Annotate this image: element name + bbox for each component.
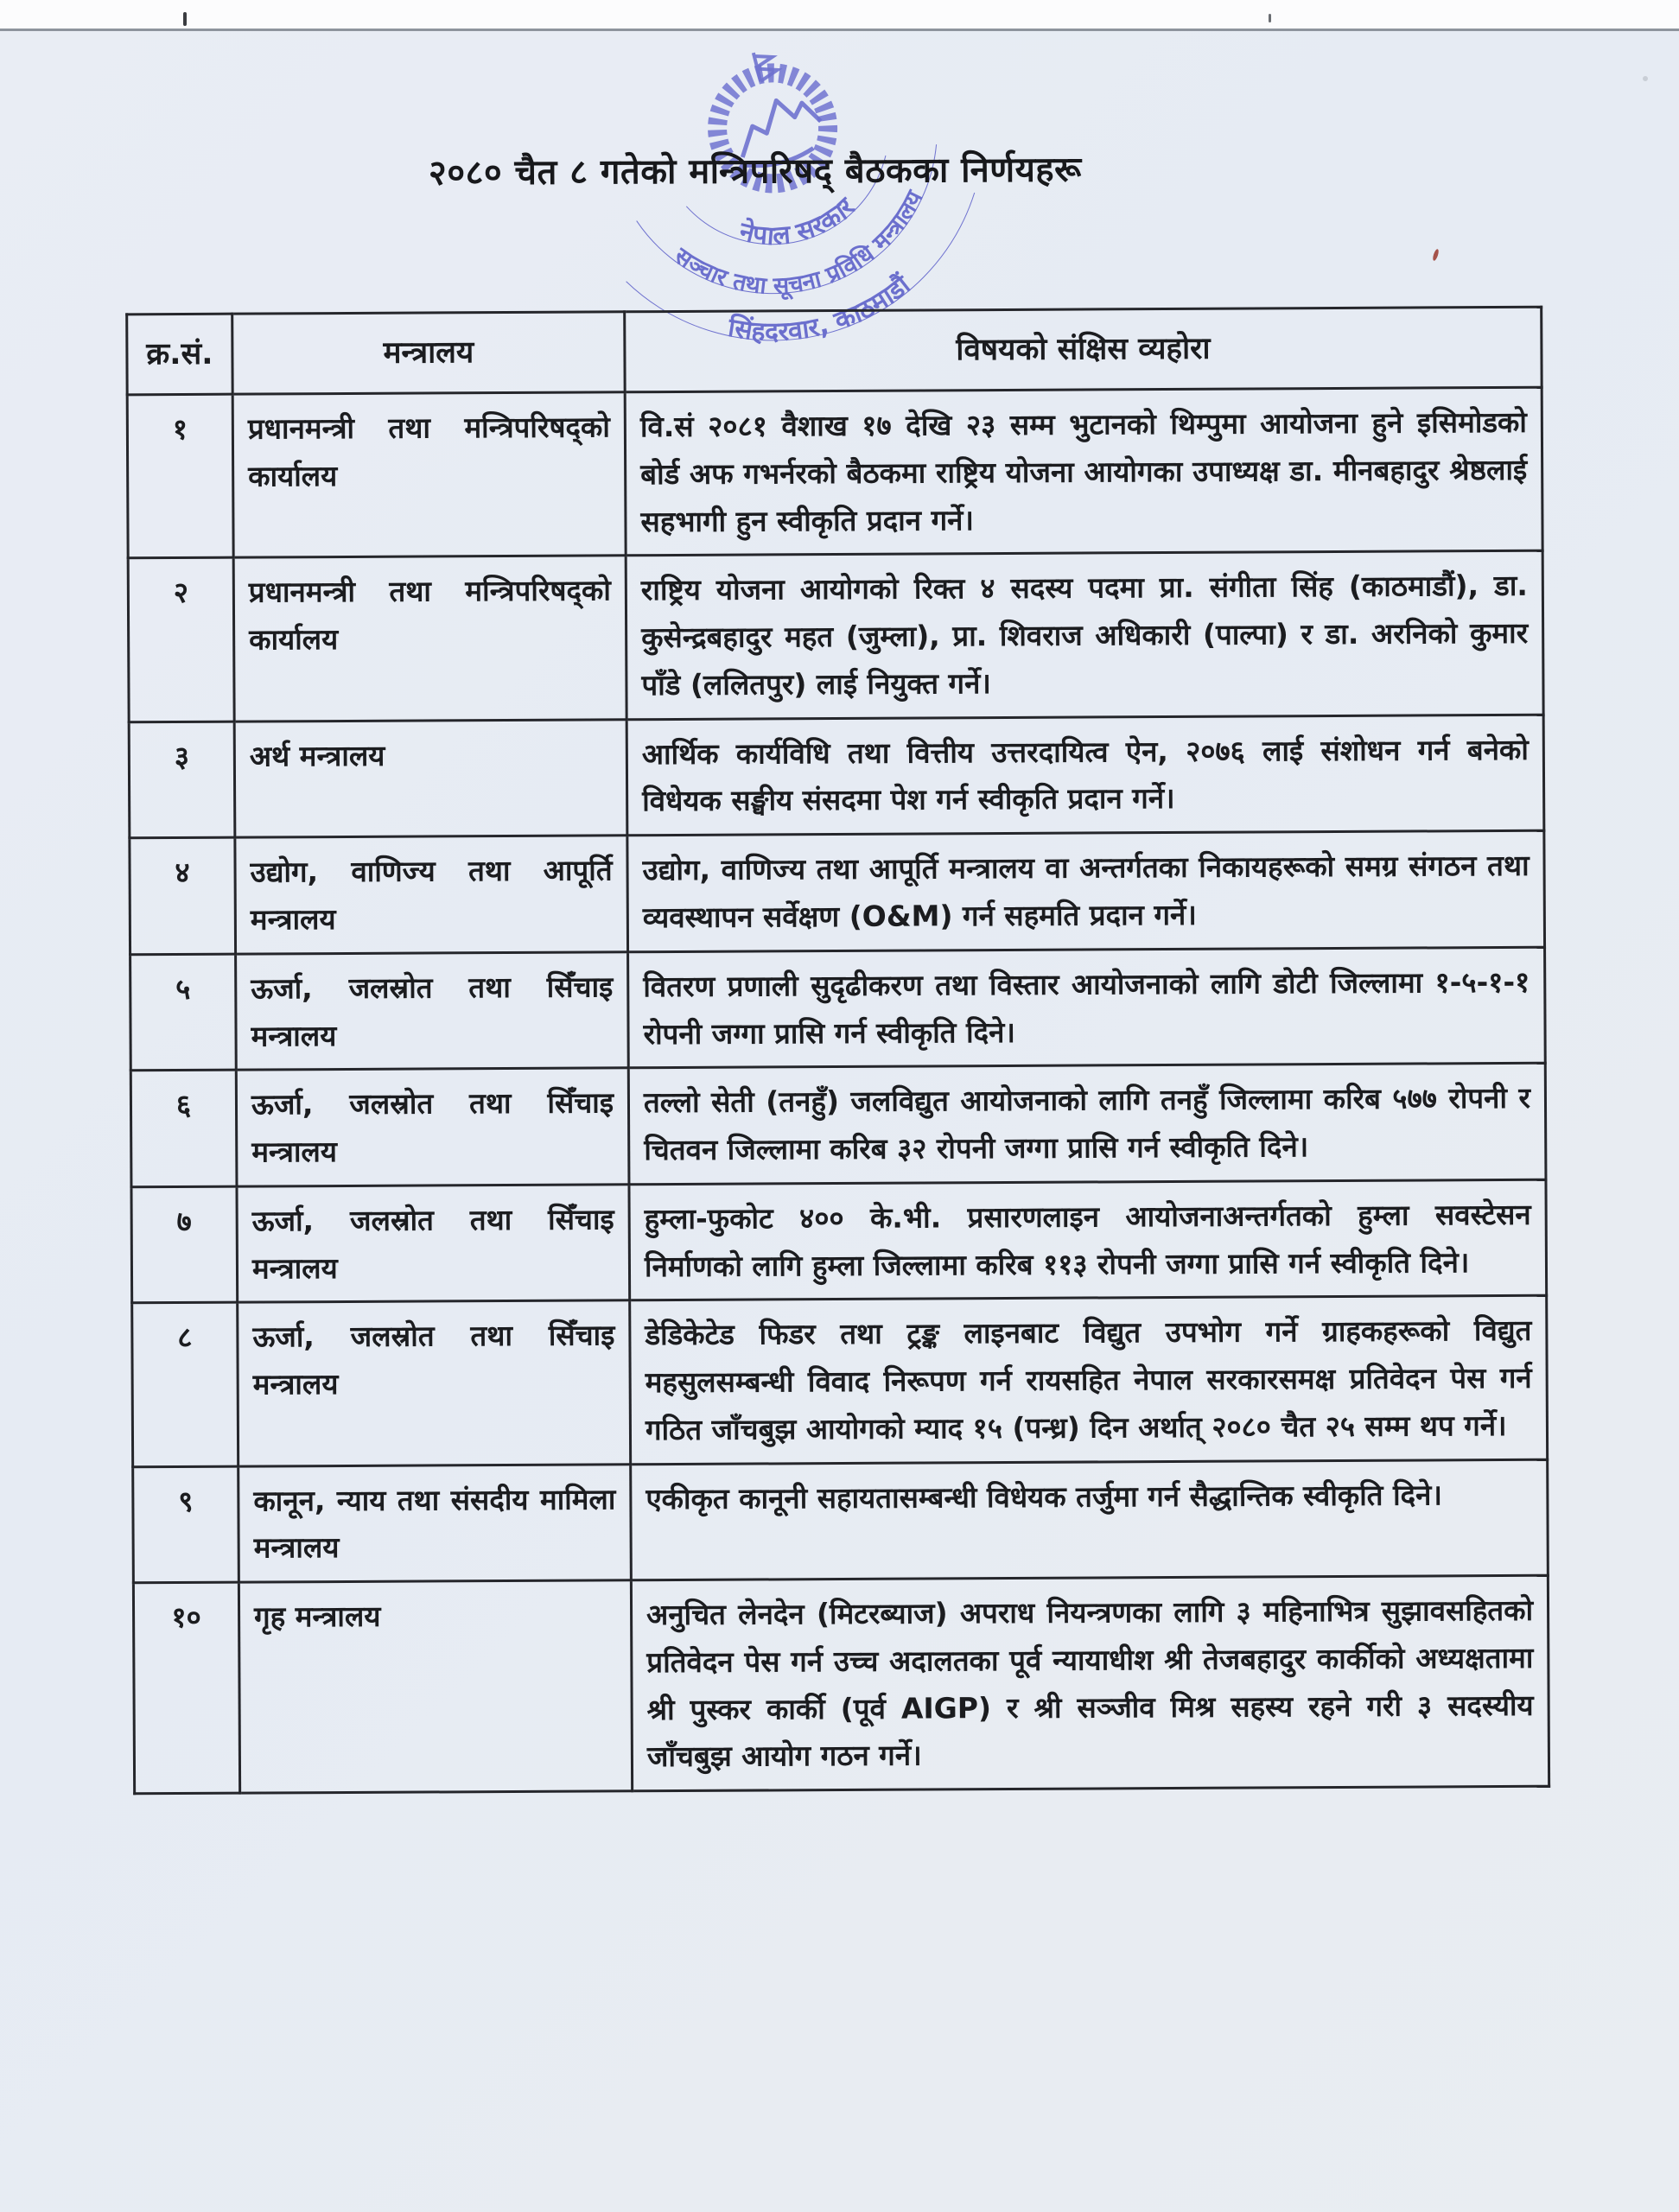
decision-subject: डेडिकेटेड फिडर तथा ट्रङ्क लाइनबाट विद्युत उपभोग गर्ने ग्राहकहरूको विद्युत महसुलसम्बन्धी विवाद निरूपण गर्न रायसहित नेपाल सरकारसमक्ष प्रतिवेदन पेस गर्न गठित जाँचबुझ आयोगको म्याद १५ (पन्ध्र) दिन अर्थात् २०८० चैत २५ सम्म थप गर्ने। <box>630 1296 1548 1465</box>
decision-ministry: कानून, न्याय तथा संसदीय मामिला मन्त्रालय <box>238 1464 632 1582</box>
decision-serial-number: ९ <box>133 1466 239 1583</box>
decision-subject: वि.सं २०८१ वैशाख १७ देखि २३ सम्म भुटानको थिम्पुमा आयोजना हुने इसिमोडको बोर्ड अफ गभर्नरको बैठकमा राष्ट्रिय योजना आयोगका उपाध्यक्ष डा. मीनबहादुर श्रेष्ठलाई सहभागी हुन स्वीकृति प्रदान गर्ने। <box>625 387 1542 556</box>
table-header <box>127 307 1542 395</box>
table-body <box>127 387 1549 1794</box>
col-header-serial-number: क्र.सं. <box>127 314 232 395</box>
decision-subject: एकीकृत कानूनी सहायतासम्बन्धी विधेयक तर्जुमा गर्न सैद्धान्तिक स्वीकृति दिने। <box>631 1459 1549 1580</box>
decision-subject: राष्ट्रिय योजना आयोगको रिक्त ४ सदस्य पदमा प्रा. संगीता सिंह (काठमाडौं), डा. कुसेन्द्रबहादुर महत (जुम्ला), प्रा. शिवराज अधिकारी (पाल्पा) र डा. अरनिको कुमार पाँडे (ललितपुर) लाई नियुक्त गर्ने। <box>626 551 1543 720</box>
svg-text:नेपाल सरकार <box>728 187 866 264</box>
decision-row <box>128 551 1543 722</box>
decision-ministry: प्रधानमन्त्री तथा मन्त्रिपरिषद्को कार्यालय <box>233 556 626 721</box>
decision-ministry: ऊर्जा, जलस्रोत तथा सिँचाइ मन्त्रालय <box>236 1068 629 1186</box>
stamp-flag-icon <box>754 48 779 81</box>
decision-ministry: ऊर्जा, जलस्रोत तथा सिँचाइ मन्त्रालय <box>238 1300 631 1466</box>
decision-ministry: ऊर्जा, जलस्रोत तथा सिँचाइ मन्त्रालय <box>237 1185 630 1303</box>
stamp-text-ministry: सञ्चार तथा सूचना प्रविधि मन्त्रालय <box>669 187 929 300</box>
decision-serial-number: ४ <box>130 837 236 954</box>
decision-row <box>130 830 1545 954</box>
col-header-subject-summary: विषयको संक्षिस व्यहोरा <box>625 307 1542 392</box>
decision-serial-number: ८ <box>132 1302 238 1466</box>
decision-ministry: ऊर्जा, जलस्रोत तथा सिँचाइ मन्त्रालय <box>236 952 629 1071</box>
decision-row <box>133 1459 1549 1583</box>
decision-subject: वितरण प्रणाली सुदृढीकरण तथा विस्तार आयोजनाको लागि डोटी जिल्लामा १-५-१-१ रोपनी जग्गा प्रासि गर्न स्वीकृति दिने। <box>628 947 1546 1068</box>
stamp-text-address: सिंहदरवार, काठमाडौं <box>726 270 917 347</box>
decision-row <box>130 1064 1546 1187</box>
col-header-ministry: मन्त्रालय <box>232 312 625 394</box>
decision-row <box>133 1575 1549 1794</box>
decision-serial-number: १० <box>133 1582 239 1794</box>
decision-serial-number: ५ <box>130 954 237 1071</box>
decision-serial-number: १ <box>127 394 233 558</box>
decision-subject: अनुचित लेनदेन (मिटरब्याज) अपराध नियन्त्रणका लागि ३ महिनाभित्र सुझावसहितको प्रतिवेदन पेस गर्न उच्च अदालतका पूर्व न्यायाधीश श्री तेजबहादुर कार्कीको अध्यक्षतामा श्री पुस्कर कार्की (पूर्व AIGP) र श्री सञ्जीव मिश्र सहस्य रहने गरी ३ सदस्यीय जाँचबुझ आयोग गठन गर्ने। <box>631 1575 1549 1791</box>
decision-row <box>130 947 1546 1071</box>
document-title <box>0 141 1674 197</box>
stamp-text-government: नेपाल सरकार <box>736 192 862 252</box>
decision-subject: हुम्ला-फुकोट ४०० के.भी. प्रसारणलाइन आयोजनाअन्तर्गतको हुम्ला सवस्टेसन निर्माणको लागि हुम्ला जिल्लामा करिब ११३ रोपनी जग्गा प्रासि गर्न स्वीकृति दिने। <box>629 1179 1547 1300</box>
decision-serial-number: ७ <box>131 1186 238 1303</box>
decision-serial-number: २ <box>128 558 234 722</box>
svg-text:सञ्चार तथा सूचना प्रविधि मन्त् <box>665 181 945 328</box>
decision-serial-number: ३ <box>129 721 235 838</box>
header-row <box>127 307 1542 395</box>
document-title-text: २०८० चैत ८ गतेको मन्त्रिपरिषद् बैठकका निर्णयहरू <box>428 149 1082 194</box>
decision-serial-number: ६ <box>130 1070 237 1186</box>
decision-row <box>127 387 1542 558</box>
decision-ministry: उद्योग, वाणिज्य तथा आपूर्ति मन्त्रालय <box>235 836 628 954</box>
decision-ministry: अर्थ मन्त्रालय <box>234 719 627 837</box>
decision-ministry: गृह मन्त्रालय <box>238 1580 632 1793</box>
decision-subject: उद्योग, वाणिज्य तथा आपूर्ति मन्त्रालय वा अन्तर्गतका निकायहरूको समग्र संगठन तथा व्यवस्थापन सर्वेक्षण (O&M) गर्न सहमति प्रदान गर्ने। <box>627 830 1545 951</box>
decision-row <box>132 1296 1548 1467</box>
decision-subject: तल्लो सेती (तनहुँ) जलविद्युत आयोजनाको लागि तनहुँ जिल्लामा करिब ५७७ रोपनी र चितवन जिल्लामा करिब ३२ रोपनी जग्गा प्रासि गर्न स्वीकृति दिने। <box>628 1064 1546 1185</box>
decision-subject: आर्थिक कार्यविधि तथा वित्तीय उत्तरदायित्व ऐन, २०७६ लाई संशोधन गर्न बनेको विधेयक सङ्घीय संसदमा पेश गर्न स्वीकृति प्रदान गर्ने। <box>626 715 1544 836</box>
decisions-table <box>125 306 1550 1796</box>
decision-row <box>131 1179 1547 1303</box>
decision-ministry: प्रधानमन्त्री तथा मन्त्रिपरिषद्को कार्यालय <box>232 392 626 558</box>
decision-row <box>129 715 1544 838</box>
